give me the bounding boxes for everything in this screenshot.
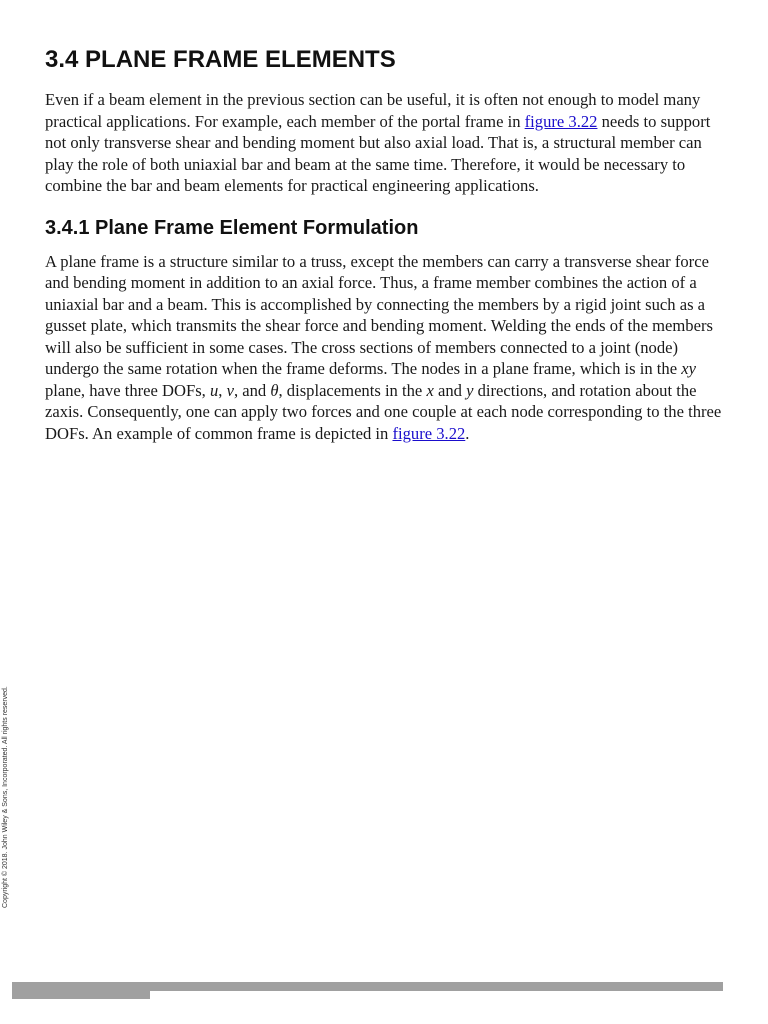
reading-progress-fill [12,991,150,999]
copyright-notice: Copyright © 2018. John Wiley & Sons, Incorporated. All rights reserved. [2,686,9,908]
page-content [45,44,725,444]
subsection-paragraph: A plane frame is a structure similar to a truss, except the members can carry a transverse shear force and bending moment in addition to an axial force. Thus, a frame member combines the action of a uniaxial bar and a beam. This is accomplished by connecting the members by a rigid joint such as a gusset plate, which transmits the shear force and bending moment. Welding the ends of the members will also be sufficient in some cases. The cross sections of members connected to a joint (node) undergo the same rotation when the frame deforms. The nodes in a plane frame, which is in the xyplane, have three DOFs, u, v, and θ, displacements in the x and y directions, and rotation about the zaxis. Consequently, one can apply two forces and one couple at each node corresponding to the three DOFs. An example of common frame is depicted in figure 3.22. [45,251,722,443]
section-paragraph: Even if a beam element in the previous section can be useful, it is often not enough to model many practical applications. For example, each member of the portal frame in figure 3.22 needs to support not only transverse shear and bending moment but also axial load. That is, a structural member can play the role of both uniaxial bar and beam at the same time. Therefore, it would be necessary to combine the bar and beam elements for practical engineering applications. [45,90,711,195]
figure-link[interactable]: figure 3.22 [392,423,466,443]
reading-progress-track [12,982,723,991]
section-title: 3.4 PLANE FRAME ELEMENTS [45,46,396,73]
figure-link[interactable]: figure 3.22 [524,111,598,131]
subsection-title: 3.4.1 Plane Frame Element Formulation [45,216,419,239]
